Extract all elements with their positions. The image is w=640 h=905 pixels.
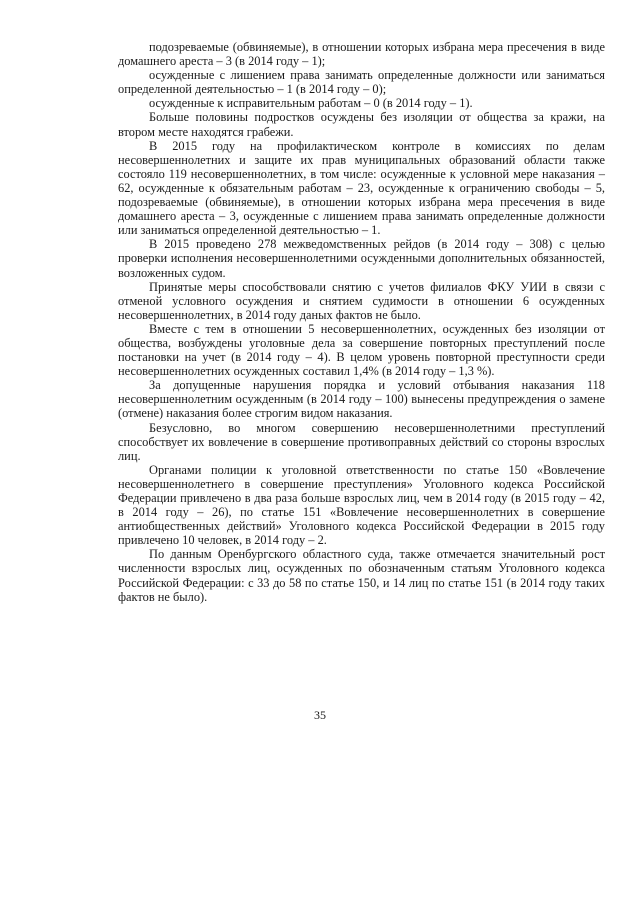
paragraph-raids: В 2015 проведено 278 межведомственных рейдов (в 2014 году – 308) с целью проверки исполнения несовершеннолетними осужденными дополнительных обязанностей, возложенных судом. xyxy=(118,237,605,280)
paragraph-regional-court: По данным Оренбургского областного суда, также отмечается значительный рост численности взрослых лиц, осужденных по обозначенным статьям Уголовного кодекса Российской Федерации: с 33 до 58 по статье 150, и 14 лиц по статье 151 (в 2014 году таких фактов не было). xyxy=(118,547,605,604)
paragraph-preventive-control: В 2015 году на профилактическом контроле в комиссиях по делам несовершеннолетних и защите их прав муниципальных образований области также состояло 119 несовершеннолетних, в том числе: осужденные к условной мере наказания – 62, осужденные к обязательным работам – 23, осужденные к ограничению свободы – 5, подозреваемые (обвиняемые), в отношении которых избрана мера пресечения в виде домашнего ареста – 3, осужденные с лишением права занимать определенные должности или заниматься определенной деятельностью – 1. xyxy=(118,138,605,238)
paragraph-adult-involvement: Безусловно, во многом совершению несовершеннолетними преступлений способствует их вовлечение в совершение противоправных действий со стороны взрослых лиц. xyxy=(118,420,605,463)
paragraph-house-arrest: подозреваемые (обвиняемые), в отношении которых избрана мера пресечения в виде домашнего ареста – 3 (в 2014 году – 1); xyxy=(118,40,605,69)
document-body xyxy=(118,40,605,604)
paragraph-correctional-labor: осужденные к исправительным работам – 0 (в 2014 году – 1). xyxy=(149,96,473,111)
paragraph-police-prosecution: Органами полиции к уголовной ответственности по статье 150 «Вовлечение несовершеннолетнего в совершение преступления» Уголовного кодекса Российской Федерации привлечено в два раза больше взрослых лиц, чем в 2014 году (в 2015 году – 42, в 2014 году – 26), по статье 151 «Вовлечение несовершеннолетних в совершение антиобщественных действий» Уголовного кодекса Российской Федерации в 2015 году привлечено 10 человек, в 2014 году – 2. xyxy=(118,462,605,548)
paragraph-deprivation-of-rights: осужденные с лишением права занимать определенные должности или заниматься определенной деятельностью – 1 (в 2014 году – 0); xyxy=(118,68,605,97)
paragraph-repeat-crimes: Вместе с тем в отношении 5 несовершеннолетних, осужденных без изоляции от общества, возбуждены уголовные дела за совершение повторных преступлений после постановки на учет (в 2014 году – 4). В целом уровень повторной преступности среди несовершеннолетних осужденных составил 1,4% (в 2014 году – 1,3 %). xyxy=(118,321,605,379)
paragraph-measures-taken: Принятые меры способствовали снятию с учетов филиалов ФКУ УИИ в связи с отменой условного осуждения и снятием судимости в отношении 6 осужденных несовершеннолетних, в 2014 году даных фактов не было. xyxy=(118,279,605,322)
paragraph-thefts: Больше половины подростков осуждены без изоляции от общества за кражи, на втором месте находятся грабежи. xyxy=(118,110,605,139)
paragraph-violations: За допущенные нарушения порядка и условий отбывания наказания 118 несовершеннолетним осужденным (в 2014 году – 100) вынесены предупреждения о замене (отмене) наказания более строгим видом наказания. xyxy=(118,378,605,421)
page-number: 35 xyxy=(314,708,326,722)
